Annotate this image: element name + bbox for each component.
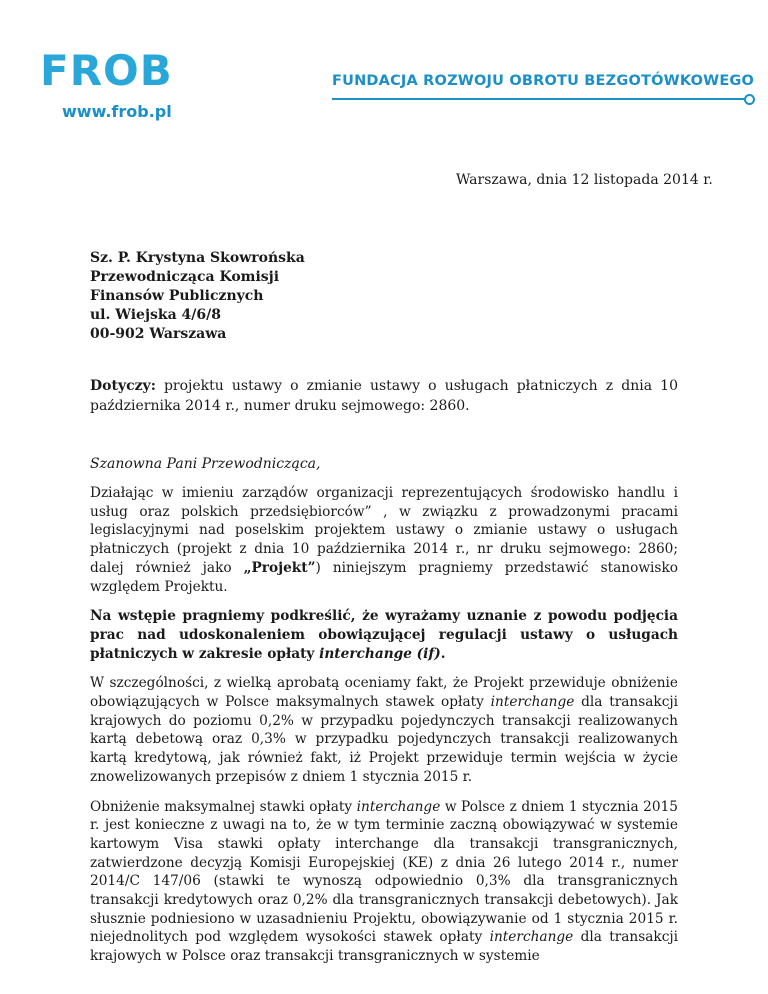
- text-run: Obniżenie maksymalnej stawki opłaty: [90, 798, 357, 815]
- text-run: Na wstępie pragniemy podkreślić, że wyrażamy uznanie z powodu podjęcia prac nad udoskonaleniem obowiązującej regulacji ustawy o usługach płatniczych w zakresie opłaty: [90, 608, 678, 662]
- text-run: dla transakcji krajowych w Polsce oraz transakcji transgranicznych w systemie: [90, 929, 679, 965]
- subject-line: [90, 377, 678, 416]
- subject-text: projektu ustawy o zmianie ustawy o usługach płatniczych z dnia 10 października 2014 r., numer druku sejmowego: 2860.: [90, 378, 678, 414]
- paragraph-deadline: [90, 798, 678, 966]
- text-run: ) niniejszym pragniemy przedstawić stanowisko względem Projektu.: [90, 559, 678, 595]
- address-line: 00-902 Warszawa: [90, 326, 227, 342]
- text-run-italic: interchange: [489, 929, 574, 946]
- recipient-address: [90, 249, 305, 344]
- paragraph-emphasis: [90, 607, 678, 663]
- text-run-italic: interchange: [490, 694, 575, 711]
- header-rule-dot: [744, 94, 755, 105]
- text-run-italic: interchange (if): [319, 645, 441, 662]
- letter-date: Warszawa, dnia 12 listopada 2014 r.: [456, 172, 713, 188]
- frob-logo: FROB: [40, 46, 173, 95]
- text-run-bold: „Projekt”: [243, 559, 316, 576]
- paragraph-rates: [90, 674, 678, 786]
- header-rule: [332, 98, 746, 100]
- paragraph-intro: [90, 484, 678, 596]
- text-run: W szczególności, z wielką aprobatą oceniamy fakt, że Projekt przewiduje obniżenie obowiązujących w Polsce maksymalnych stawek opłaty: [90, 675, 678, 711]
- text-run: .: [440, 645, 446, 662]
- address-line: Sz. P. Krystyna Skowrońska: [90, 250, 305, 266]
- letter-body: [90, 484, 678, 977]
- text-run: w Polsce z dniem 1 stycznia 2015 r. jest konieczne z uwagi na to, że w tym terminie zaczną obowiązywać w systemie kartowym Visa stawki opłaty interchange dla transakcji transgranicznych, zatwierdzone decyzją Komisji Europejskiej (KE) z dnia 26 lutego 2014 r., numer 2014/C 147/06 (stawki te wynoszą odpowiednio 0,3% dla transgranicznych transakcji kredytowych oraz 0,2% dla transgranicznych transakcji debetowych). Jak słusznie podniesiono w uzasadnieniu Projektu, obowiązywanie od 1 stycznia 2015 r. niejednolitych pod względem wysokości stawek opłaty: [90, 798, 678, 946]
- address-line: Przewodnicząca Komisji: [90, 269, 280, 285]
- website-link[interactable]: www.frob.pl: [62, 102, 172, 121]
- text-run: dla transakcji krajowych do poziomu 0,2% w przypadku pojedynczych transakcji realizowanych kartą debetową oraz 0,3% w przypadku pojedynczych transakcji realizowanych kartą kredytową, jak również fakt, iż Projekt przewiduje termin wejścia w życie znowelizowanych przepisów z dniem 1 stycznia 2015 r.: [90, 694, 678, 785]
- salutation: Szanowna Pani Przewodnicząca,: [90, 456, 321, 472]
- subject-label: Dotyczy:: [90, 378, 156, 394]
- text-run: Działając w imieniu zarządów organizacji reprezentujących środowisko handlu i usług oraz polskich przedsiębiorców” , w związku z prowadzonymi pracami legislacyjnymi nad poselskim projektem ustawy o zmianie ustawy o usługach płatniczych (projekt z dnia 10 października 2014 r., nr druku sejmowego: 2860; dalej również jako: [90, 485, 678, 576]
- address-line: Finansów Publicznych: [90, 288, 264, 304]
- text-run-italic: interchange: [356, 798, 441, 815]
- foundation-name: FUNDACJA ROZWOJU OBROTU BEZGOTÓWKOWEGO: [332, 73, 755, 89]
- address-line: ul. Wiejska 4/6/8: [90, 307, 221, 323]
